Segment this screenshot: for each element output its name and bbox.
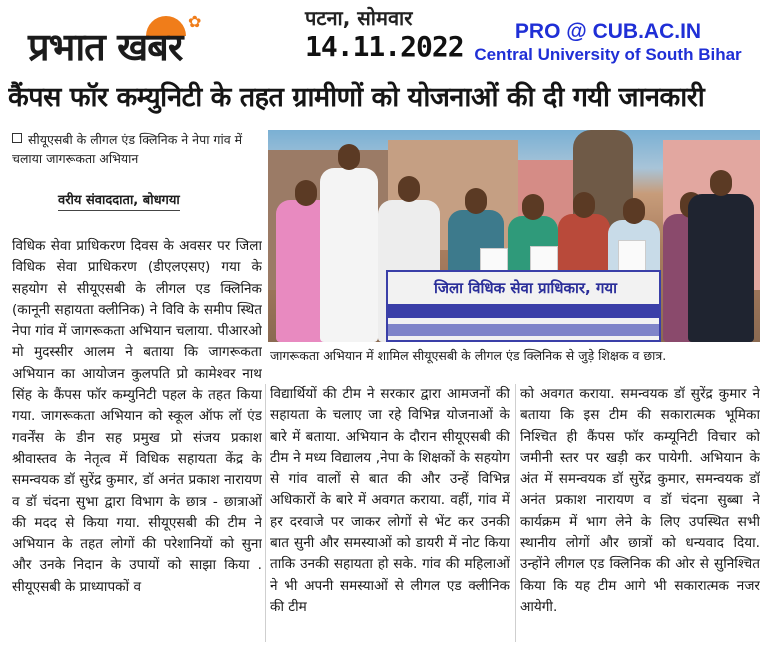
banner-strip [388, 324, 659, 336]
article-column-3: को अवगत कराया. समन्वयक डॉ सुरेंद्र कुमार ने बताया कि इस टीम की सकारात्मक भूमिका निश्चित ही कैंपस फॉर कम्यूनिटी विचार को जमीनी स्तर पर खड़ी कर पायेगी. अभियान के अंत में समन्वयक डॉ सुरेंद्र कुमार, समन्वयक डॉ अनंत प्रकाश नारायण व डॉ चंदना सुब्बा ने कार्यक्रम में भाग लेने के लिए उपस्थित सभी स्थानीय लोगों और छात्रों को धन्यवाद दिया. उन्होंने लीगल एड क्लिनिक की ओर से सुनिश्चित किया कि यह टीम आगे भी सकारात्मक नजर आयेगी. [520, 386, 760, 615]
banner-title: जिला विधिक सेवा प्राधिकार, गया [434, 279, 617, 297]
banner-strip [388, 304, 659, 318]
column-divider [515, 384, 516, 642]
pro-email: PRO @ CUB.AC.IN [514, 20, 702, 43]
news-photo [268, 130, 760, 342]
university-name: Central University of South Bihar [474, 45, 742, 64]
newspaper-logo [28, 10, 278, 74]
bullet-box-icon [12, 133, 22, 143]
edition-date: 14.11.2022 [305, 30, 464, 63]
photo-person [320, 168, 378, 342]
article-headline: कैंपस फॉर कम्युनिटी के तहत ग्रामीणों को योजनाओं की दी गयी जानकारी [8, 82, 705, 113]
photo-person-head [295, 180, 317, 206]
photo-person-head [465, 188, 487, 214]
photo-person [688, 194, 754, 342]
article-subhead [12, 130, 257, 168]
photo-person-head [398, 176, 420, 202]
photo-person-head [623, 198, 645, 224]
photo-person-head [573, 192, 595, 218]
article-column-1: विधिक सेवा प्राधिकरण दिवस के अवसर पर जिला विधिक सेवा प्राधिकरण (डीएलएसए) गया के सहयोग से सीयूएसबी के लीगल एड क्लिनिक (कानूनी सहायता क्लीनिक) ने विवि के समीप स्थित नेपा गांव में जागरूकता अभियान चलाया. पीआरओ मो मुदस्सीर आलम ने बताया कि जागरूकता अभियान का आयोजन कुलपति प्रो कामेश्वर नाथ सिंह के कैंपस फॉर कम्युनिटी पहल के तहत किया गया. जागरूकता अभियान को स्कूल ऑफ लॉ एंड गवर्नेंस के डीन सह प्रमुख प्रो संजय प्रकाश श्रीवास्तव के नेतृत्व में विधिक सहायता केंद्र के समन्वयक डॉ सुरेंद्र कुमार, डॉ अनंत प्रकाश नारायण व डॉ चंदना सुभा द्वारा विभाग के छात्र - छात्राओं की मदद से किया गया. सीयूएसबी की टीम ने अभियान के तहत लोगों की परेशानियों को सुना और उनके निदान के उपायों को साझा किया . सीयूएसबी के प्राध्यापकों व [12, 238, 262, 595]
bird-logo-icon: ✿ [188, 12, 202, 31]
photo-caption: जागरूकता अभियान में शामिल सीयूएसबी के लीगल एंड क्लिनिक से जुड़े शिक्षक व छात्र. [270, 348, 667, 363]
photo-person-head [338, 144, 360, 170]
logo-wordmark: प्रभात खबर [28, 25, 183, 69]
column-divider [265, 384, 266, 642]
city-day: पटना, सोमवार [305, 6, 413, 30]
article-column-2: विद्यार्थियों की टीम ने सरकार द्वारा आमजनों की सहायता के चलाए जा रहे विभिन्न योजनाओं के बारे में बताया. अभियान के दौरान सीयूएसबी की टीम ने मध्य विद्यालय ,नेपा के शिक्षकों के सहयोग से गांव वालों से बात की और उन्हें विभिन्न अधिकारों के बारे में अवगत कराया. वहीं, गांव में हर दरवाजे पर जाकर लोगों से भेंट कर उनकी बात सुनी और समस्याओं को डायरी में नोट किया ताकि उनकी सहायता हो सके. गांव की महिलाओं ने भी अपनी समस्याओं से लीगल एड क्लीनिक की टीम [270, 386, 510, 615]
dateline [305, 6, 464, 64]
photo-person-head [710, 170, 732, 196]
photo-person-head [522, 194, 544, 220]
article-byline: वरीय संवाददाता, बोधगया [58, 190, 180, 211]
legal-services-banner [386, 270, 661, 342]
pro-stamp [458, 20, 758, 66]
subhead-text: सीयूएसबी के लीगल एंड क्लिनिक ने नेपा गांव में चलाया जागरूकता अभियान [12, 132, 243, 166]
